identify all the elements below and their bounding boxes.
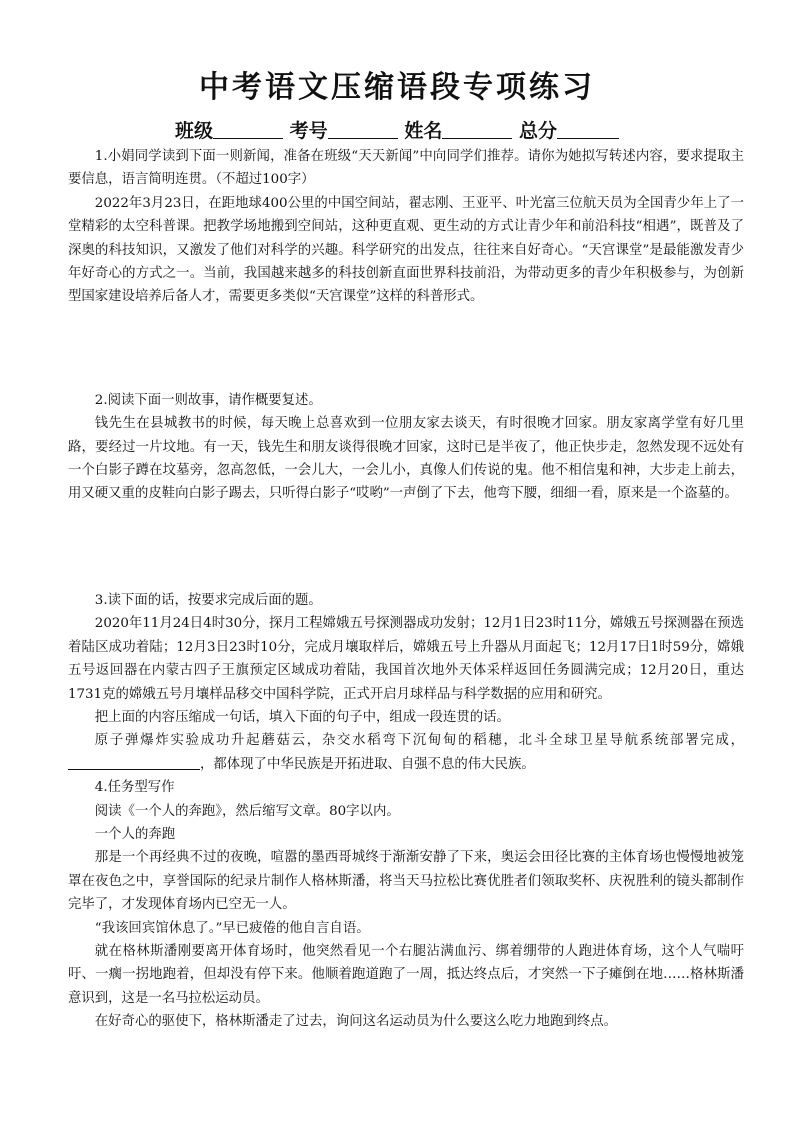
- q3-sentence-before: 原子弹爆炸实验成功升起蘑菇云，杂交水稻弯下沉甸甸的稻穗，北斗全球卫星导航系统部署完成，: [94, 733, 744, 749]
- q1-passage: 2022年3月23日，在距地球400公里的中国空间站，翟志刚、王亚平、叶光富三位航天员为全国青少年上了一堂精彩的太空科普课。把教学场地搬到空间站，这种更直观、更生动的方式让青少年和前沿科技“相遇”，既普及了深奥的科技知识，又激发了他们对科学的兴趣。科学研究的出发点，往往来自好奇心。“天宫课堂”是最能激发青少年好奇心的方式之一。当前，我国越来越多的科技创新直面世界科技前沿，为带动更多的青少年积极参与，为创新型国家建设培养后备人才，需要更多类似“天宫课堂”这样的科普形式。: [68, 195, 744, 305]
- q1-answer-space[interactable]: [68, 309, 744, 389]
- q4-paragraph: 那是一个再经典不过的夜晚，喧嚣的墨西哥城终于渐渐安静了下来，奥运会田径比赛的主体育场也慢慢地被笼罩在夜色之中，享誉国际的纪录片制作人格林斯潘，将当天马拉松比赛优胜者们领取奖杯、庆祝胜利的镜头都制作完毕了，才发现体育场内已空无一人。: [68, 850, 744, 913]
- name-label: 姓名: [404, 120, 443, 142]
- score-label: 总分: [518, 120, 557, 142]
- q3-prompt: 3.读下面的话，按要求完成后面的题。: [94, 592, 322, 608]
- q3-instruction: 把上面的内容压缩成一句话，填入下面的句子中，组成一段连贯的话。: [94, 709, 510, 725]
- score-blank[interactable]: [557, 120, 619, 139]
- exam-no-label: 考号: [289, 120, 328, 142]
- q4-paragraph: “我该回宾馆休息了。”早已疲倦的他自言自语。: [94, 920, 370, 936]
- q3-fill-blank[interactable]: [68, 755, 200, 770]
- name-blank[interactable]: [442, 120, 512, 139]
- q2-answer-space[interactable]: [68, 506, 744, 589]
- q2-prompt: 2.阅读下面一则故事，请作概要复述。: [94, 392, 322, 408]
- q2-passage: 钱先生在县城教书的时候，每天晚上总喜欢到一位朋友家去谈天，有时很晚才回家。朋友家离学堂有好几里路，要经过一片坟地。有一天，钱先生和朋友谈得很晚才回家，这时已是半夜了，他正快步走，忽然发现不远处有一个白影子蹲在坟墓旁，忽高忽低，一会儿大，一会儿小，真像人们传说的鬼。他不相信鬼和神，大步走上前去，用又硬又重的皮鞋向白影子踢去，只听得白影子“哎哟”一声倒了下去，他弯下腰，细细一看，原来是一个盗墓的。: [68, 416, 744, 502]
- student-info-line: [0, 116, 794, 143]
- q3-fill-sentence: [68, 729, 744, 776]
- q3-sentence-after: ，都体现了中华民族是开拓进取、自强不息的伟大民族。: [200, 756, 535, 772]
- class-blank[interactable]: [213, 120, 283, 139]
- worksheet-content: [68, 145, 744, 1034]
- q3-passage: 2020年11月24日4时30分，探月工程嫦娥五号探测器成功发射；12月1日23时11分，嫦娥五号探测器在预选着陆区成功着陆；12月3日23时10分，完成月壤取样后，嫦娥五号上升器从月面起飞；12月17日1时59分，嫦娥五号返回器在内蒙古四子王旗预定区域成功着陆，我国首次地外天体采样返回任务圆满完成；12月20日，重达1731克的嫦娥五号月壤样品移交中国科学院，正式开启月球样品与科学数据的应用和研究。: [68, 616, 744, 702]
- q4-paragraph: 在好奇心的驱使下，格林斯潘走了过去，询问这名运动员为什么要这么吃力地跑到终点。: [94, 1014, 618, 1030]
- class-label: 班级: [175, 120, 214, 142]
- q4-instruction: 阅读《一个人的奔跑》，然后缩写文章。80字以内。: [94, 803, 400, 819]
- q1-prompt: 1.小娟同学读到下面一则新闻，准备在班级“天天新闻”中向同学们推荐。请你为她拟写转述内容，要求提取主要信息，语言简明连贯。（不超过100字）: [68, 149, 744, 188]
- q4-heading: 4.任务型写作: [94, 780, 175, 796]
- q4-story-title: 一个人的奔跑: [94, 826, 176, 842]
- page-title: 中考语文压缩语段专项练习: [199, 70, 595, 105]
- exam-no-blank[interactable]: [328, 120, 398, 139]
- q4-paragraph: 就在格林斯潘刚要离开体育场时，他突然看见一个右腿沾满血污、绑着绷带的人跑进体育场，这个人气喘吁吁、一瘸一拐地跑着，但却没有停下来。他顺着跑道跑了一周，抵达终点后，才突然一下子瘫倒在地……格林斯潘意识到，这是一名马拉松运动员。: [68, 943, 744, 1006]
